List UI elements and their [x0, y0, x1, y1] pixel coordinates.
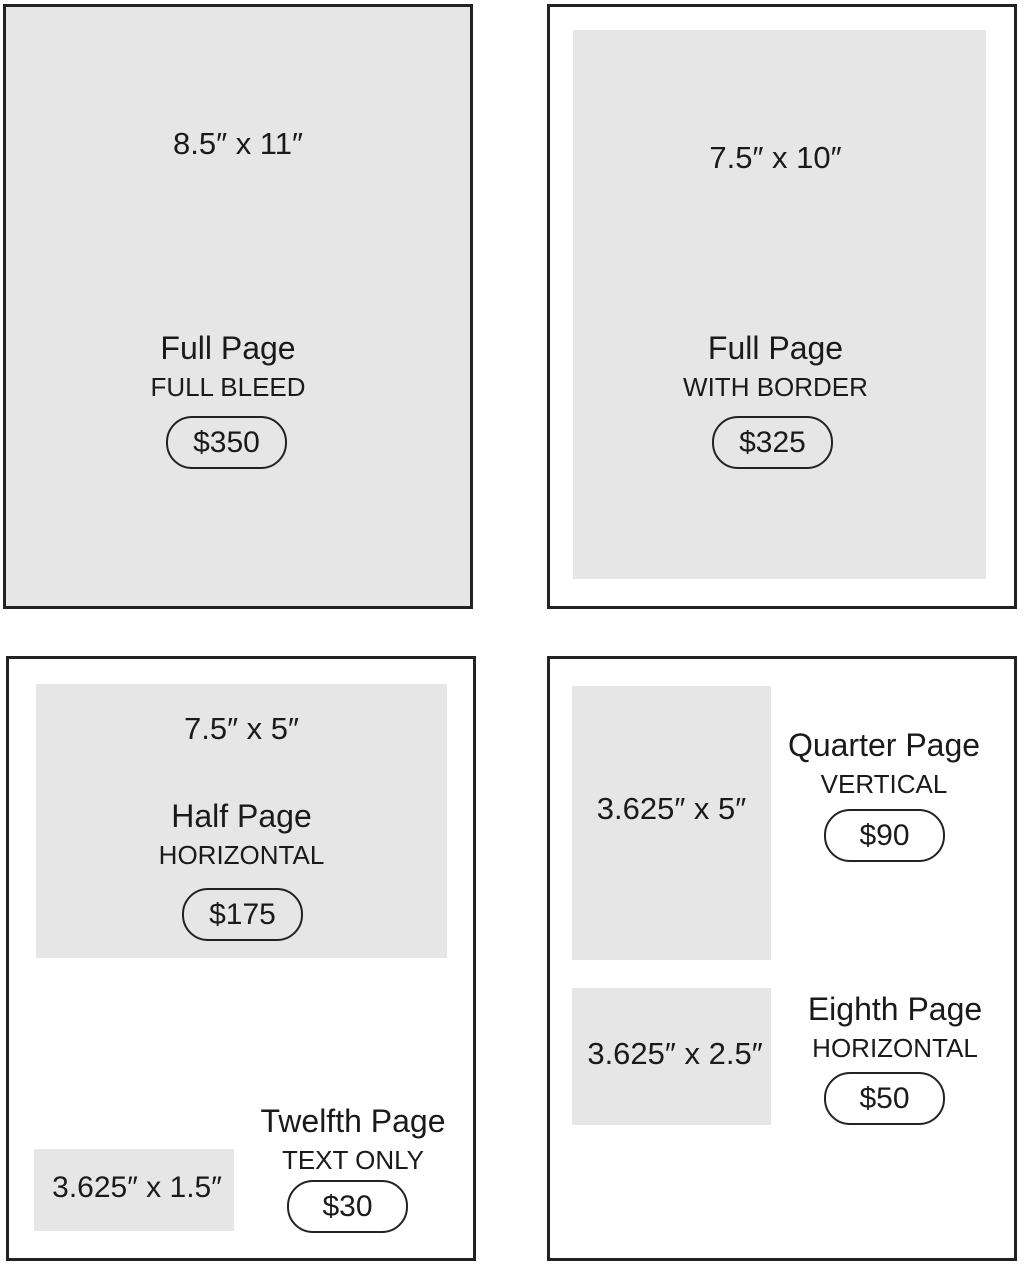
twelfth-page-name: Twelfth Page [260, 1103, 446, 1139]
quarter-page-price: $90 [824, 809, 945, 862]
full-bleed-panel [3, 4, 473, 609]
quarter-page-name: Quarter Page [787, 727, 981, 763]
full-border-area [573, 30, 986, 579]
full-bleed-name: Full Page [160, 330, 296, 366]
quarter-page-size: 3.625″ x 5″ [596, 791, 747, 826]
full-bleed-price: $350 [166, 416, 287, 469]
half-page-price: $175 [182, 888, 303, 941]
half-page-name: Half Page [171, 798, 312, 834]
quarter-page-detail: VERTICAL [820, 769, 948, 799]
full-border-price: $325 [712, 416, 833, 469]
full-border-size: 7.5″ x 10″ [709, 140, 842, 175]
eighth-page-price: $50 [824, 1072, 945, 1125]
eighth-page-name: Eighth Page [807, 991, 983, 1027]
eighth-page-detail: HORIZONTAL [812, 1033, 978, 1063]
half-page-detail: HORIZONTAL [158, 840, 325, 870]
full-bleed-detail: FULL BLEED [150, 372, 306, 402]
twelfth-page-size: 3.625″ x 1.5″ [52, 1171, 222, 1204]
twelfth-page-price: $30 [287, 1180, 408, 1233]
full-bleed-size: 8.5″ x 11″ [173, 126, 303, 161]
half-page-size: 7.5″ x 5″ [183, 711, 299, 746]
full-border-detail: WITH BORDER [683, 372, 868, 402]
eighth-page-size: 3.625″ x 2.5″ [587, 1036, 763, 1071]
full-border-name: Full Page [707, 330, 844, 366]
twelfth-page-detail: TEXT ONLY [281, 1145, 425, 1175]
